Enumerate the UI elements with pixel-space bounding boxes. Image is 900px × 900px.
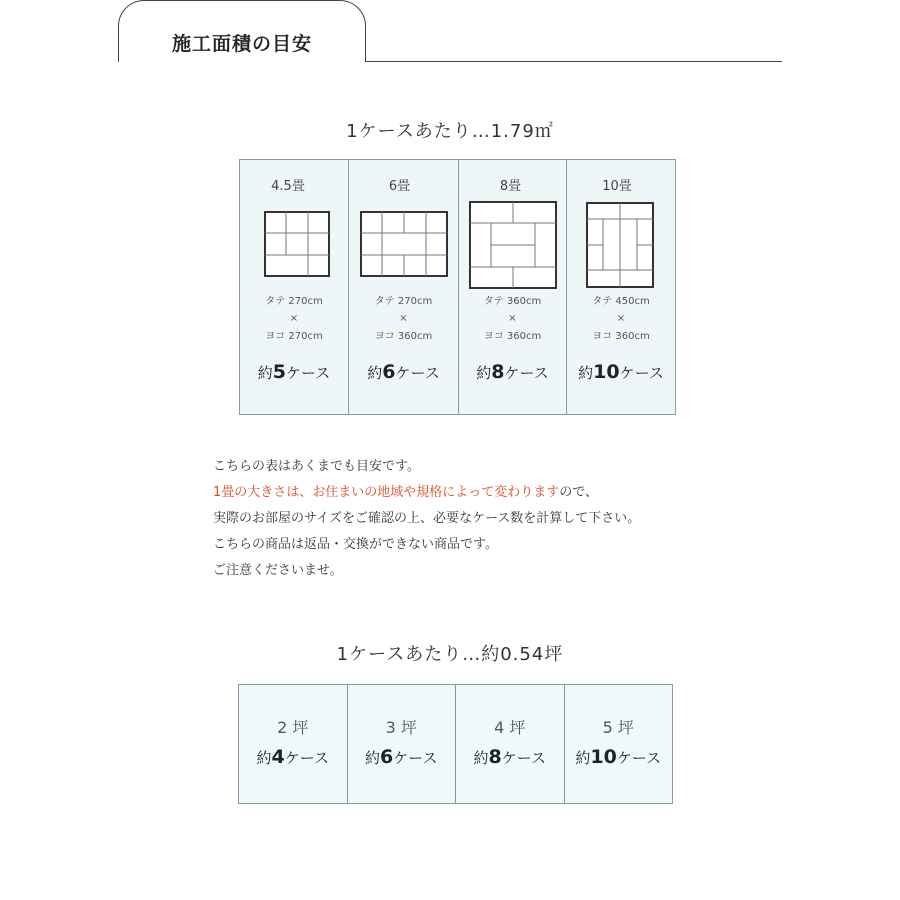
case-prefix: 約 bbox=[473, 749, 489, 767]
case-number: 4 bbox=[271, 746, 285, 768]
tatami-8-diagram bbox=[469, 201, 557, 289]
case-suffix: ケース bbox=[285, 364, 331, 382]
header-tab bbox=[118, 0, 366, 62]
case-suffix: ケース bbox=[616, 749, 662, 767]
case-prefix: 約 bbox=[367, 364, 383, 382]
case-suffix: ケース bbox=[504, 364, 549, 382]
case-count bbox=[240, 361, 348, 383]
tsubo-table bbox=[238, 684, 673, 804]
times-sign: × bbox=[508, 313, 517, 324]
case-suffix: ケース bbox=[619, 364, 664, 382]
room-length: タテ 270cm bbox=[265, 296, 323, 307]
tatami-cell-8 bbox=[459, 160, 567, 414]
case-suffix: ケース bbox=[501, 749, 546, 767]
case-count bbox=[349, 361, 458, 383]
room-length: タテ 360cm bbox=[483, 296, 542, 307]
room-size-label: 8畳 bbox=[499, 179, 522, 194]
case-number: 6 bbox=[380, 746, 394, 768]
notes-block bbox=[213, 454, 640, 584]
case-prefix: 約 bbox=[578, 364, 594, 382]
tsubo-cell bbox=[456, 685, 565, 803]
room-length: タテ 270cm bbox=[374, 296, 433, 307]
times-sign: × bbox=[289, 313, 299, 324]
room-width: ヨコ 360cm bbox=[483, 331, 542, 342]
case-prefix: 約 bbox=[476, 364, 492, 382]
case-prefix: 約 bbox=[257, 364, 273, 382]
room-width: ヨコ 360cm bbox=[592, 331, 650, 342]
tsubo-label: 5 坪 bbox=[602, 718, 634, 737]
page-title: 施工面積の目安 bbox=[171, 33, 312, 55]
tsubo-cell bbox=[565, 685, 673, 803]
room-size-label: 6畳 bbox=[388, 179, 411, 194]
note-line: こちらの商品は返品・交換ができない商品です。 bbox=[213, 537, 498, 552]
note-line: 実際のお部屋のサイズをご確認の上、必要なケース数を計算して下さい。 bbox=[213, 511, 641, 526]
note-text: ので、 bbox=[559, 485, 599, 500]
case-count bbox=[348, 746, 456, 768]
case-number: 8 bbox=[491, 361, 505, 383]
tsubo-label: 4 坪 bbox=[494, 718, 526, 737]
case-suffix: ケース bbox=[284, 749, 329, 767]
times-sign: × bbox=[616, 313, 626, 324]
tsubo-heading: 1ケースあたり…約0.54坪 bbox=[336, 644, 564, 665]
case-number: 10 bbox=[593, 361, 620, 383]
tatami-6-diagram bbox=[360, 211, 448, 277]
case-suffix: ケース bbox=[395, 364, 440, 382]
tsubo-cell bbox=[239, 685, 348, 803]
note-line-warning bbox=[213, 480, 640, 506]
case-prefix: 約 bbox=[575, 749, 591, 767]
note-line: ご注意くださいませ。 bbox=[213, 563, 343, 578]
case-prefix: 約 bbox=[364, 749, 380, 767]
tatami-table bbox=[239, 159, 676, 415]
case-prefix: 約 bbox=[256, 749, 272, 767]
tsubo-label: 2 坪 bbox=[277, 718, 309, 737]
tsubo-cell bbox=[348, 685, 457, 803]
note-warning-text: 1畳の大きさは、お住まいの地域や規格によって変わります bbox=[213, 485, 560, 500]
header-rule bbox=[366, 61, 782, 62]
tatami-cell-4-5 bbox=[240, 160, 349, 414]
tatami-10-diagram bbox=[586, 202, 654, 288]
case-number: 10 bbox=[590, 746, 617, 768]
room-width: ヨコ 360cm bbox=[374, 331, 433, 342]
case-number: 8 bbox=[488, 746, 502, 768]
note-line: こちらの表はあくまでも目安です。 bbox=[213, 459, 420, 474]
case-number: 6 bbox=[382, 361, 396, 383]
room-length: タテ 450cm bbox=[592, 296, 650, 307]
case-suffix: ケース bbox=[393, 749, 438, 767]
case-count bbox=[456, 746, 564, 768]
tatami-heading: 1ケースあたり…1.79㎡ bbox=[346, 121, 554, 142]
case-count bbox=[239, 746, 347, 768]
room-width: ヨコ 270cm bbox=[265, 331, 323, 342]
tatami-4-5-diagram bbox=[264, 211, 330, 277]
room-size-label: 4.5畳 bbox=[271, 179, 305, 194]
tatami-cell-6 bbox=[349, 160, 459, 414]
tsubo-label: 3 坪 bbox=[385, 718, 417, 737]
case-count bbox=[459, 361, 566, 383]
case-count bbox=[567, 361, 675, 383]
times-sign: × bbox=[399, 313, 408, 324]
case-count bbox=[565, 746, 673, 768]
case-number: 5 bbox=[272, 361, 286, 383]
room-size-label: 10畳 bbox=[602, 179, 632, 194]
tatami-cell-10 bbox=[567, 160, 675, 414]
